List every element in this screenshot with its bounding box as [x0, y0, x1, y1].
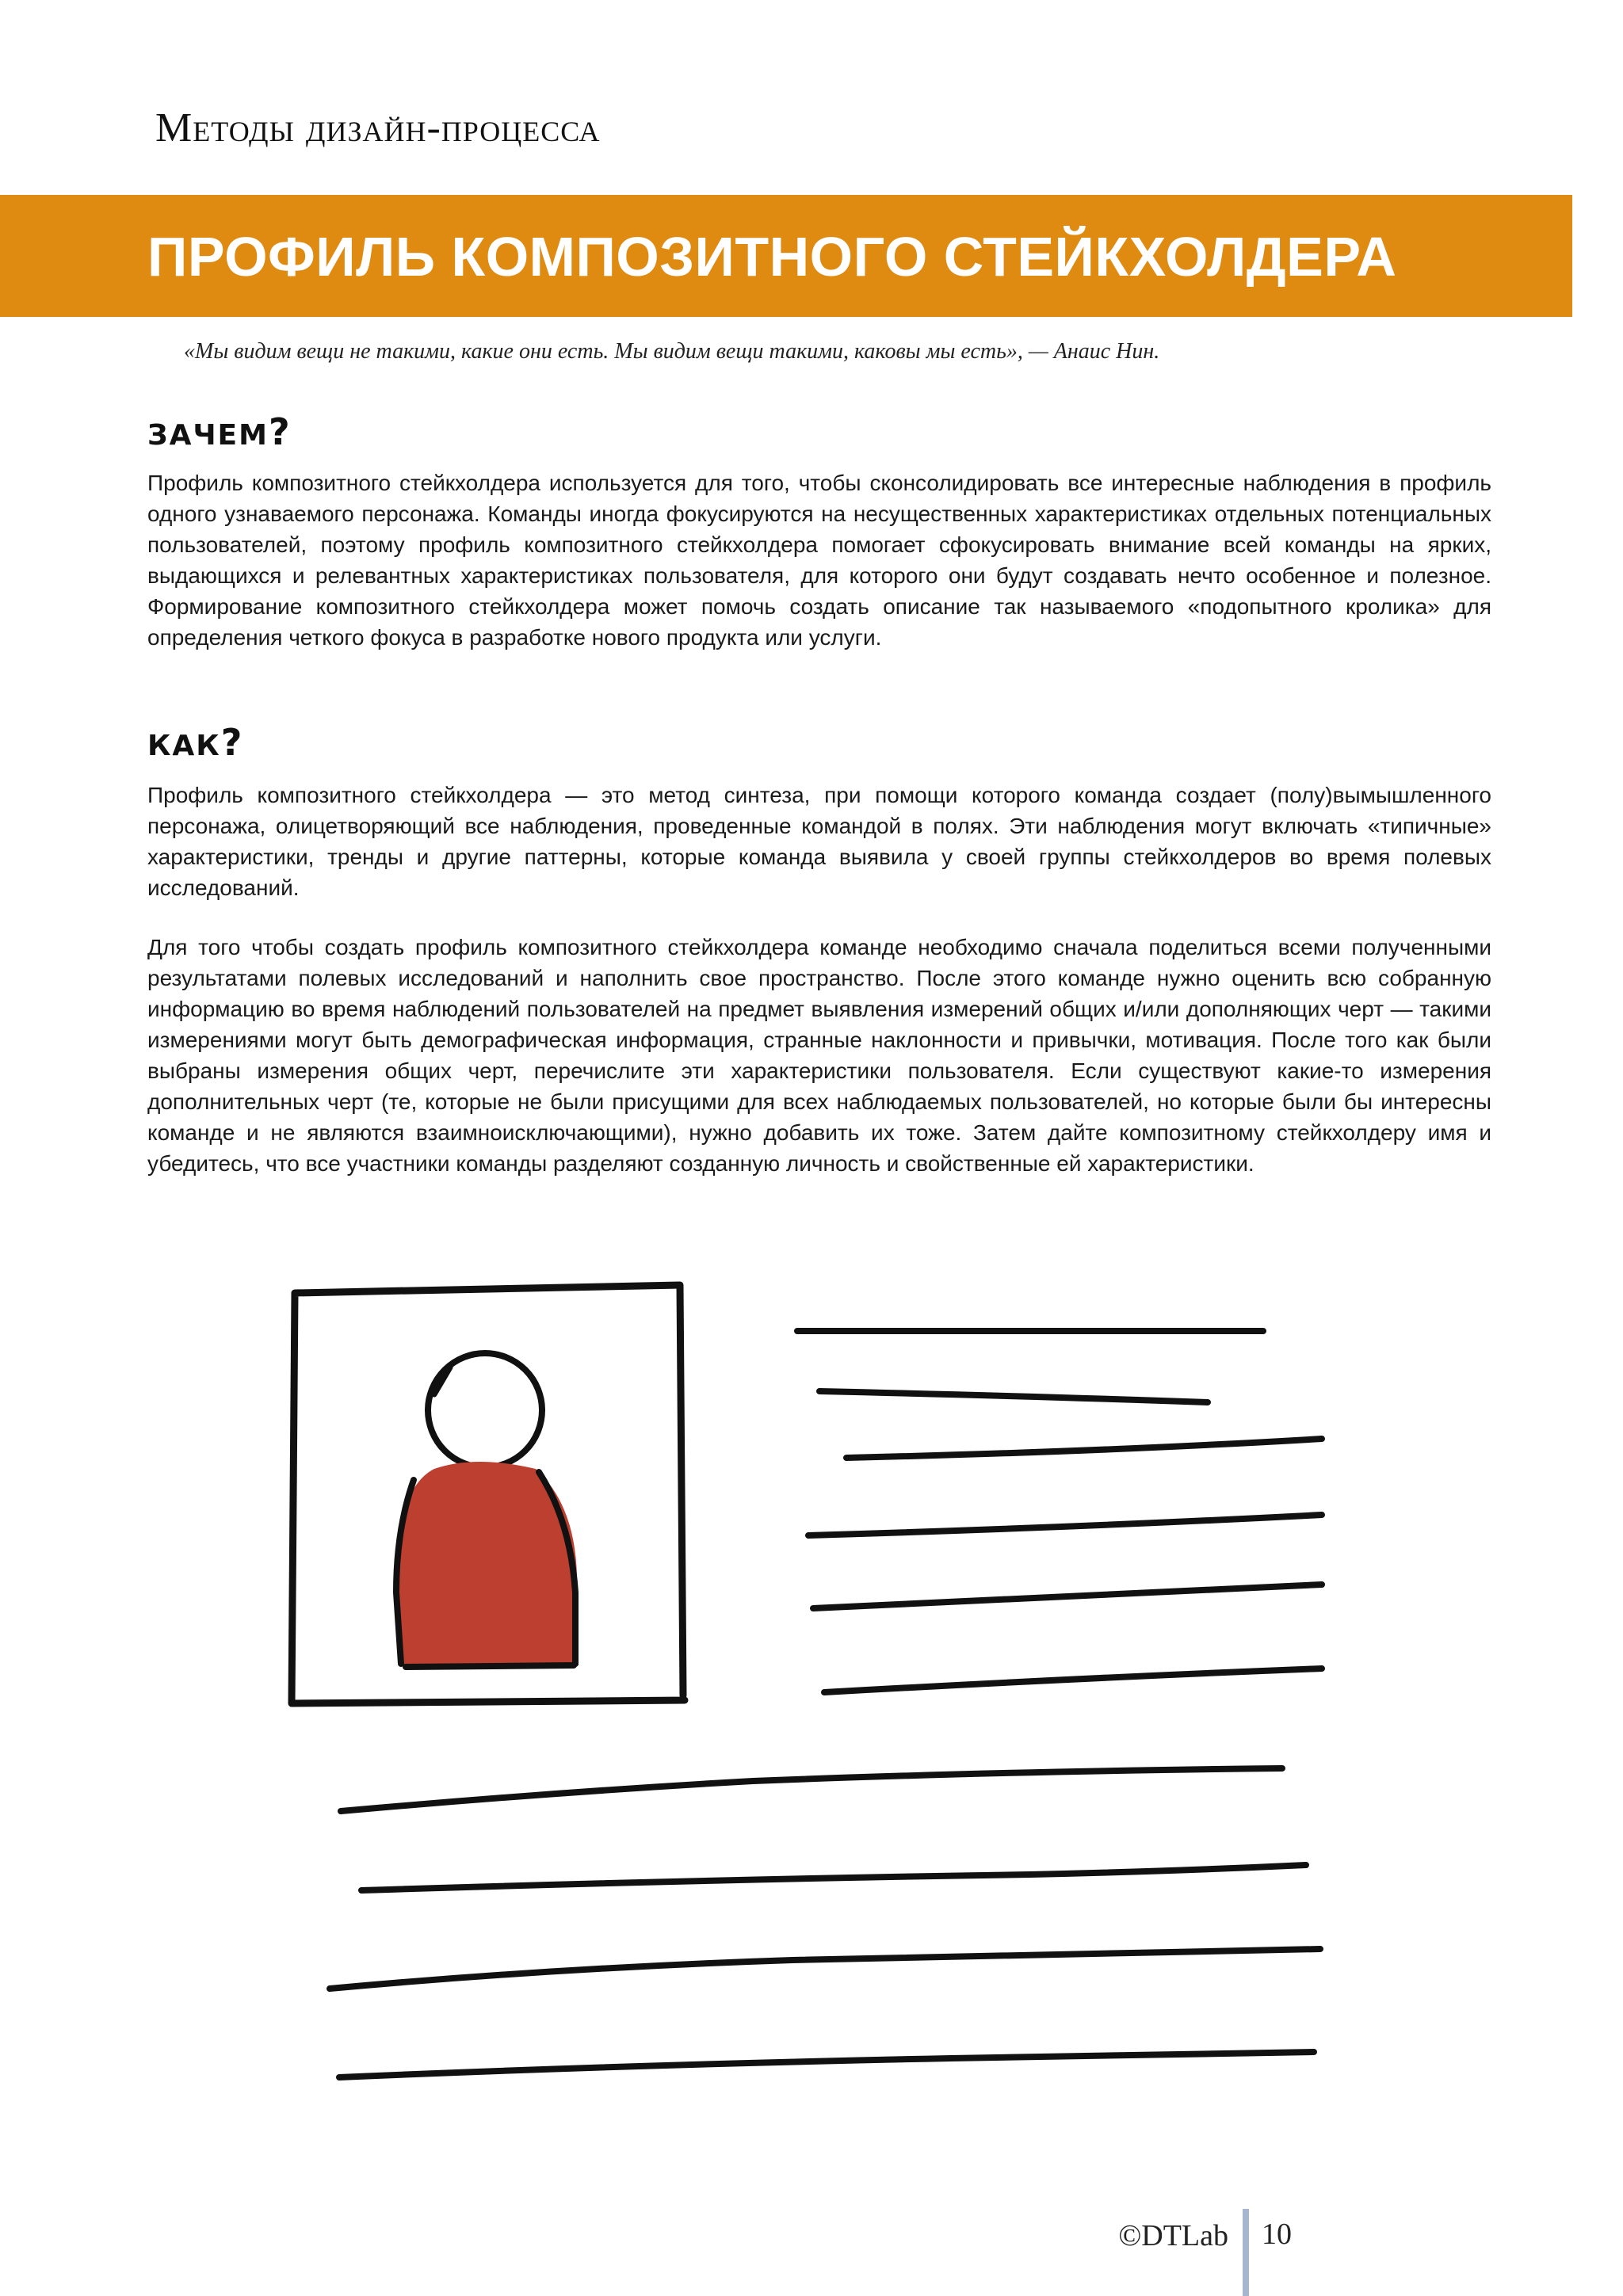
sketch-line	[361, 1865, 1306, 1890]
section-heading-how-text: КАК	[147, 730, 221, 762]
how-paragraph-2: Для того чтобы создать профиль композитного стейкхолдера команде необходимо сначала поделиться всеми полученными результатами полевых исследований и наполнить свое пространство. После этого команде нужно оценить всю собранную информацию во время наблюдений пользователей на предмет выявления измерений общих и/или дополняющих черт — такими измерениями могут быть демографическая информация, странные наклонности и привычки, мотивация. После того как были выбраны измерения общих черт, перечислите эти характеристики пользователя. Если существуют какие-то измерения дополнительных черт (те, которые не были присущими для всех наблюдаемых пользователей, но которые были бы интересны команде и не являются взаимноисключающими), нужно добавить их тоже. Затем дайте композитному стейкхолдеру имя и убедитесь, что все участники команды разделяют созданную личность и свойственные ей характеристики.	[147, 935, 1491, 1176]
section-heading-why	[147, 410, 292, 453]
footer-copyright: ©DTLab	[1118, 2219, 1228, 2252]
figure-head	[428, 1353, 542, 1467]
epigraph-quote: «Мы видим вещи не такими, какие они есть. Мы видим вещи такими, каковы мы есть», — Анаис Нин.	[184, 339, 1160, 364]
why-paragraph: Профиль композитного стейкхолдера используется для того, чтобы сконсолидировать все интересные наблюдения в профиль одного узнаваемого персонажа. Команды иногда фокусируются на несущественных характеристиках отдельных потенциальных пользователей, поэтому профиль композитного стейкхолдера помогает сфокусировать внимание всей команды на ярких, выдающихся и релевантных характеристиках пользователя, для которого они будут создавать нечто особенное и полезное. Формирование композитного стейкхолдера может помочь создать описание так называемого «подопытного кролика» для определения четкого фокуса в разработке нового продукта или услуги.	[147, 471, 1491, 650]
sketch-line	[808, 1515, 1322, 1535]
section-heading-how-mark: ?	[220, 721, 244, 764]
section-heading-why-text: ЗАЧЕМ	[147, 419, 269, 452]
section-heading-why-mark: ?	[268, 410, 292, 453]
page-title: ПРОФИЛЬ КОМПОЗИТНОГО СТЕЙКХОЛДЕРА	[147, 226, 1397, 288]
sketch-line	[341, 1768, 1282, 1811]
sketch-line	[339, 2052, 1314, 2077]
sketch-line	[813, 1585, 1322, 1608]
sketch-line	[846, 1439, 1322, 1458]
sketch-line	[824, 1669, 1322, 1692]
running-header: Методы дизайн-процесса	[155, 105, 601, 151]
section-heading-how	[147, 721, 243, 764]
page-number: 10	[1262, 2218, 1292, 2251]
profile-sketch-icon	[0, 1236, 1623, 2123]
footer-divider	[1243, 2209, 1249, 2296]
sketch-line	[819, 1391, 1208, 1402]
how-paragraph-1: Профиль композитного стейкхолдера — это метод синтеза, при помощи которого команда создает (полу)вымышленного персонажа, олицетворяющий все наблюдения, проведенные командой в полях. Эти наблюдения могут включать «типичные» характеристики, тренды и другие паттерны, которые команда выявила у своей группы стейкхолдеров во время полевых исследований.	[147, 783, 1491, 900]
title-banner	[0, 195, 1572, 317]
sketch-line	[330, 1949, 1320, 1989]
